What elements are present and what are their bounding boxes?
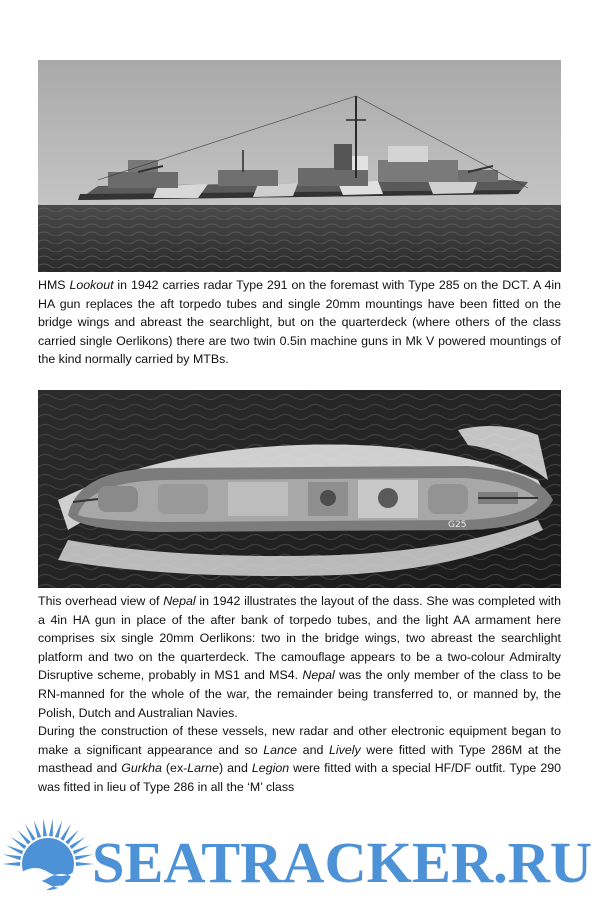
ship-name: Larne — [187, 761, 219, 776]
svg-text:G25: G25 — [448, 520, 467, 530]
sun-icon — [2, 818, 94, 892]
ship-name: Lance — [263, 742, 298, 757]
ship-name: Nepal — [163, 594, 196, 608]
caption-text: in 1942 carries radar Type 291 on the foremast with Type 285 on the DCT. A 4in HA gun replaces the aft torpedo tubes and single 20mm mountings have been fitted on the bridge wings and abreast the searchlight, but on the quarterdeck (where others of the class carried single Oerlikons) there are two twin 0.5in machine guns in Mk V powered mountings of the kind normally carried by MTBs. — [38, 278, 561, 367]
ship-name: Lively — [328, 742, 361, 757]
caption-nepal — [38, 592, 561, 797]
watermark-text: SEATRACKER.RU — [92, 830, 592, 895]
caption-text: HMS — [38, 278, 70, 292]
caption-text: was the only member of the class to be RN-manned for the whole of the war, the remainder being transferred to, or manned by, the Polish, Dutch and Australian Navies. — [38, 668, 561, 720]
body-paragraph: During the construction of these vessels, new radar and other electronic equipment began to make a significant appearance and so Lance and Lively were fitted with Type 286M at the masthead and Gurkha (ex-Larne) and Legion were fitted with a special HF/DF outfit. Type 290 was fitted in lieu of Type 286 in all the ‘M’ class — [38, 724, 562, 794]
ship-photo-nepal-overhead — [38, 390, 561, 588]
seatracker-watermark — [0, 812, 600, 901]
caption-lookout — [38, 276, 561, 369]
ship-name: Legion — [251, 761, 290, 776]
ship-name: Nepal — [302, 668, 335, 683]
caption-text: This overhead view of — [38, 594, 164, 608]
ship-name: Lookout — [69, 278, 114, 292]
ship-name: Gurkha — [121, 761, 162, 776]
ship-photo-lookout — [38, 60, 561, 272]
caption-text: in 1942 illustrates the layout of the dass. She was completed with a 4in HA gun in place of the after bank of torpedo tubes, and the light AA armament here comprises six single 20mm Oerlikons: two in the bridge wings, two abreast the searchlight platform and two on the quarterdeck. The camouflage appears to be a two-colour Admiralty Disruptive scheme, probably in MS1 and MS4. — [38, 594, 561, 683]
